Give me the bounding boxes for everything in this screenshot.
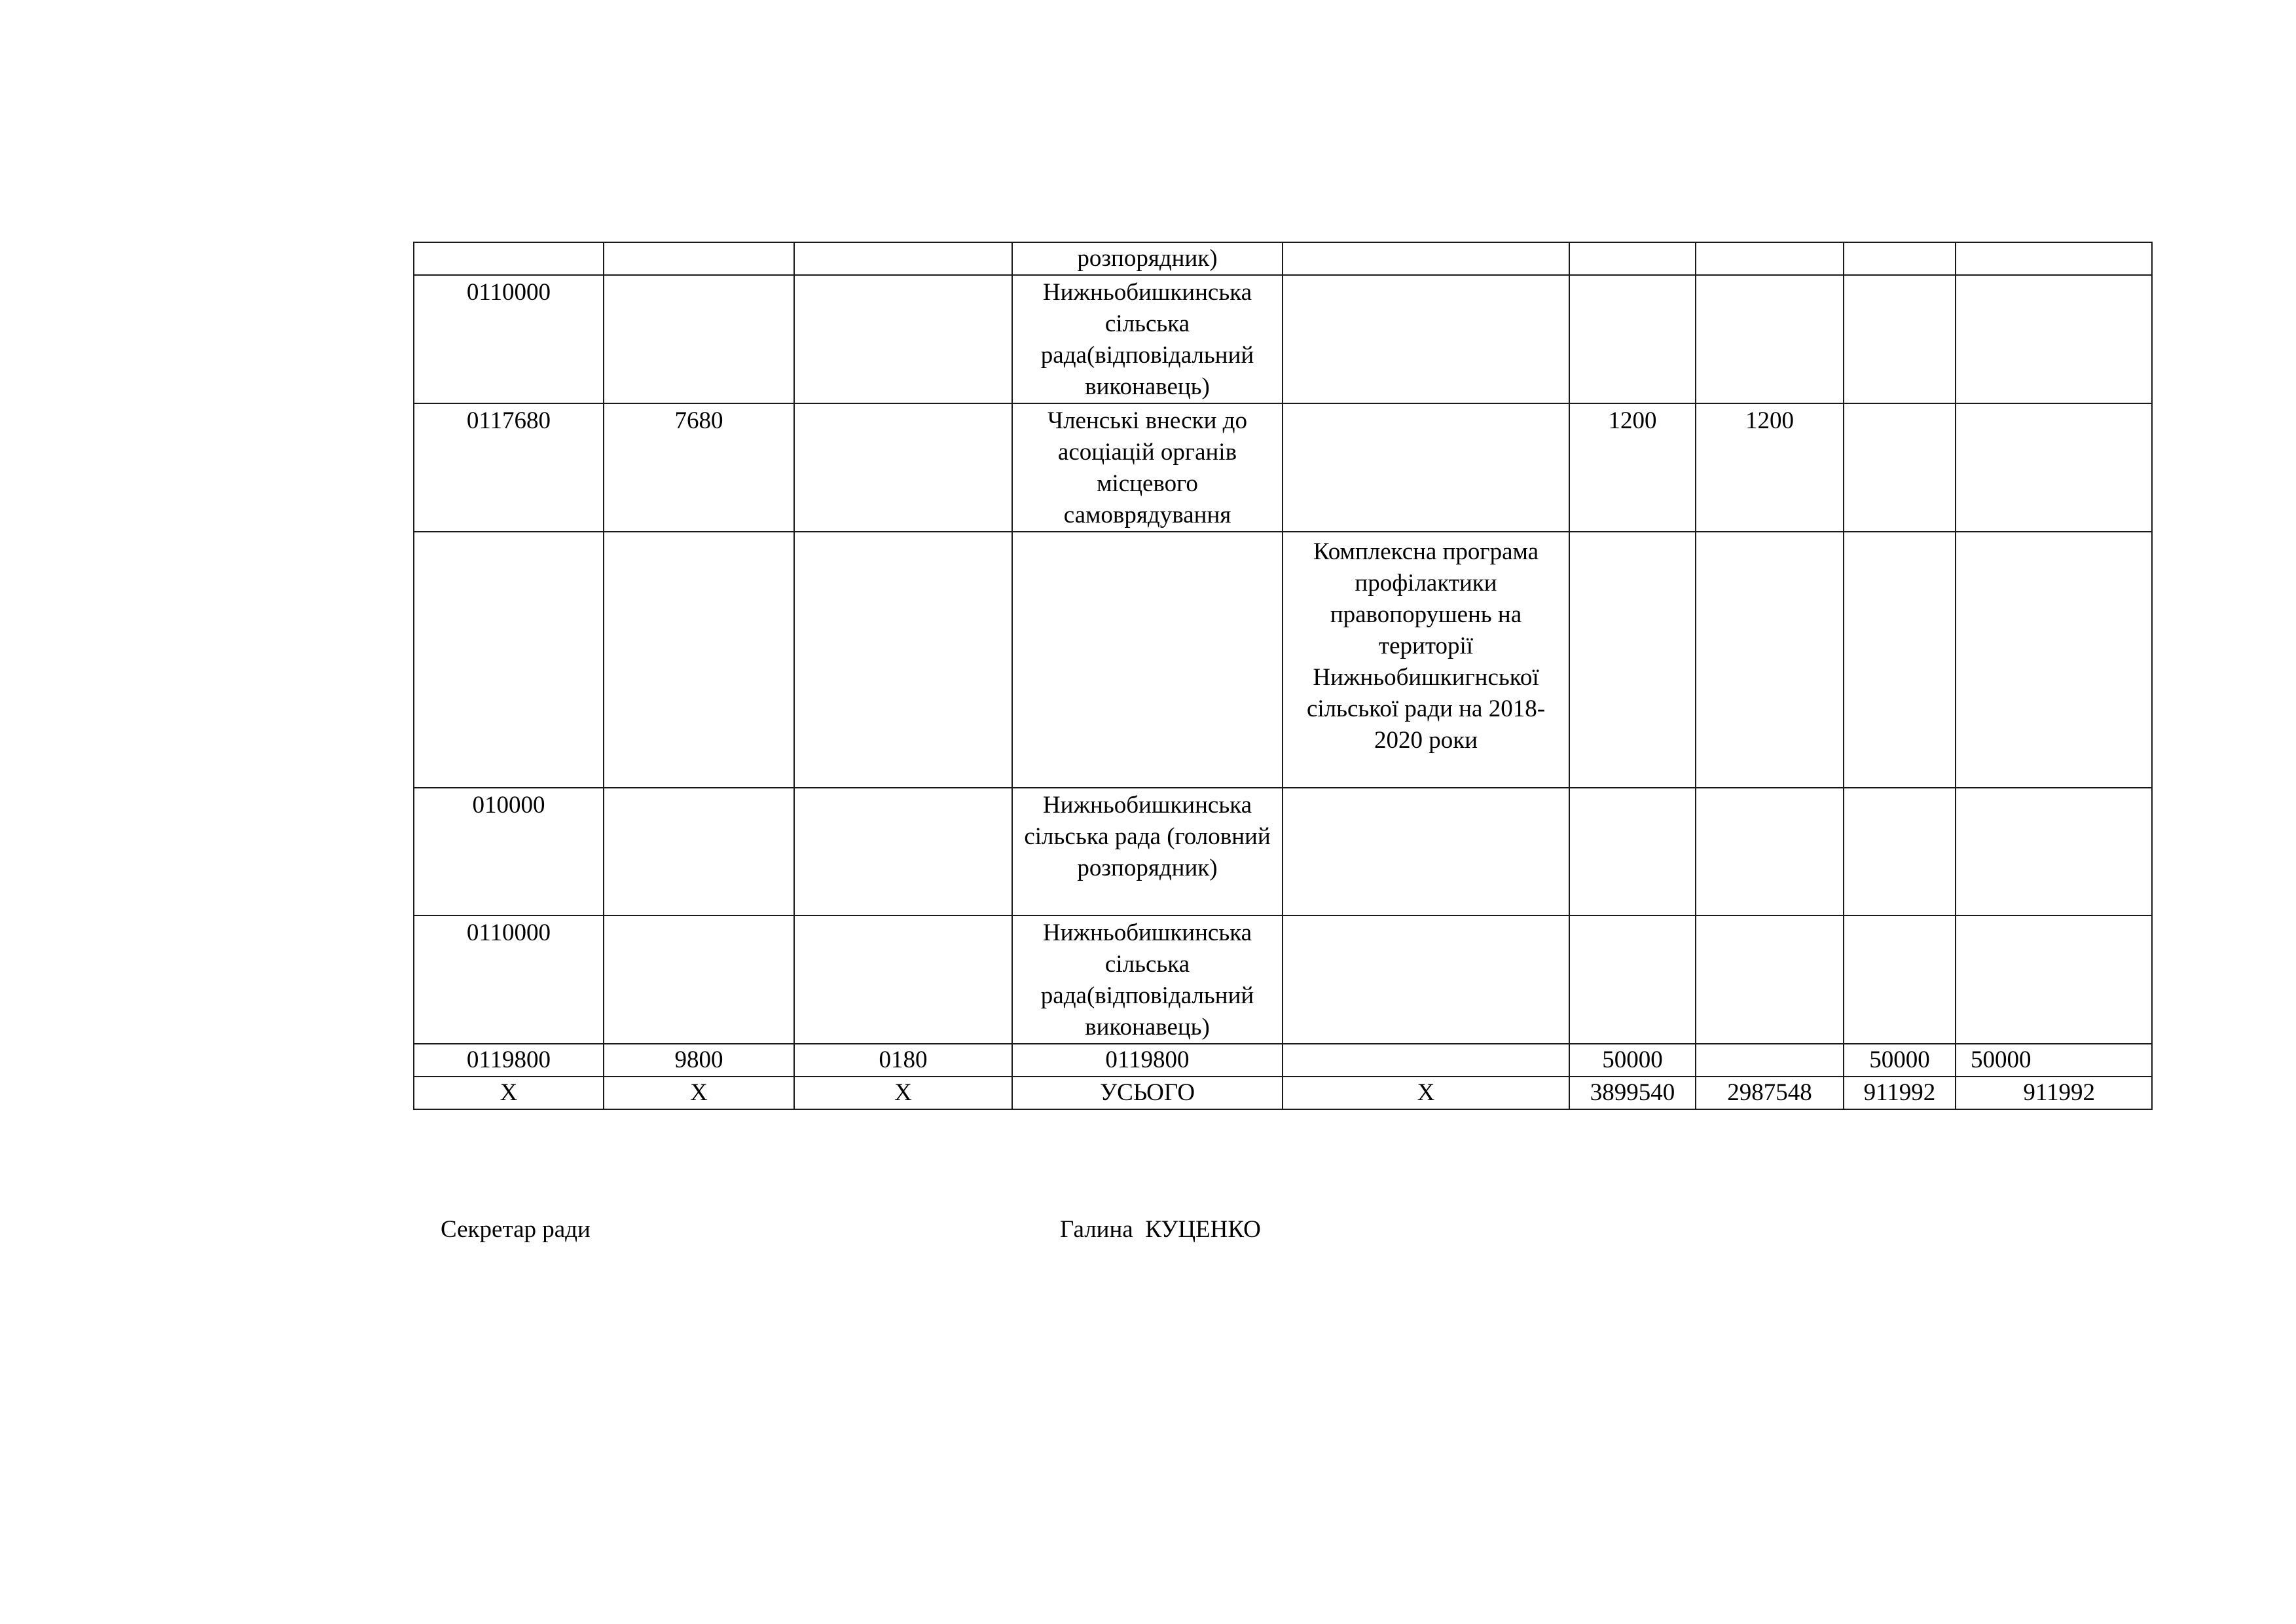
table-cell <box>1283 275 1569 403</box>
table-cell: 50000 <box>1844 1044 1956 1077</box>
table-cell <box>794 532 1012 788</box>
table-cell: Х <box>414 1077 604 1109</box>
table-cell: Х <box>604 1077 794 1109</box>
table-cell: 911992 <box>1956 1077 2152 1109</box>
table-cell <box>604 532 794 788</box>
table-cell <box>1696 915 1844 1044</box>
signature-role: Секретар ради <box>441 1216 591 1243</box>
table-cell: 9800 <box>604 1044 794 1077</box>
table-row <box>414 242 2152 275</box>
table-cell: Нижньобишкинська сільська рада (головний розпорядник) <box>1012 788 1283 915</box>
table-cell <box>1696 788 1844 915</box>
table-row <box>414 788 2152 915</box>
table-cell <box>1956 242 2152 275</box>
table-cell <box>1956 403 2152 532</box>
table-cell: 0119800 <box>414 1044 604 1077</box>
table-row <box>414 403 2152 532</box>
table-row <box>414 1044 2152 1077</box>
table-cell: 0119800 <box>1012 1044 1283 1077</box>
table-cell: 0180 <box>794 1044 1012 1077</box>
table-cell <box>604 275 794 403</box>
table-cell <box>1283 915 1569 1044</box>
table-cell <box>1569 242 1696 275</box>
table-cell <box>1844 275 1956 403</box>
table-cell <box>1283 403 1569 532</box>
table-cell <box>1844 915 1956 1044</box>
table-cell: Х <box>794 1077 1012 1109</box>
signature-name: Галина КУЦЕНКО <box>1060 1216 1261 1243</box>
table-cell <box>604 915 794 1044</box>
table-cell <box>1569 915 1696 1044</box>
table-cell: 3899540 <box>1569 1077 1696 1109</box>
table-cell: 1200 <box>1569 403 1696 532</box>
table-cell: Членські внески до асоціацій органів місцевого самоврядування <box>1012 403 1283 532</box>
table-cell: Х <box>1283 1077 1569 1109</box>
table-cell: 1200 <box>1696 403 1844 532</box>
table-cell: 911992 <box>1844 1077 1956 1109</box>
table-cell <box>1012 532 1283 788</box>
table-cell <box>1956 788 2152 915</box>
table-cell <box>794 915 1012 1044</box>
table-cell <box>1956 275 2152 403</box>
table-cell <box>1956 915 2152 1044</box>
table-cell <box>1283 1044 1569 1077</box>
table-cell <box>604 242 794 275</box>
table-cell: розпорядник) <box>1012 242 1283 275</box>
table-cell <box>1569 275 1696 403</box>
table-cell <box>1569 788 1696 915</box>
table-cell: Нижньобишкинська сільська рада(відповідальний виконавець) <box>1012 915 1283 1044</box>
table-cell <box>1696 275 1844 403</box>
table-cell <box>414 532 604 788</box>
table-cell <box>794 275 1012 403</box>
table-cell <box>794 403 1012 532</box>
table-cell <box>1844 532 1956 788</box>
table-cell: 50000 <box>1956 1044 2152 1077</box>
table-cell: 010000 <box>414 788 604 915</box>
table-cell: Комплексна програма профілактики правопорушень на території Нижньобишкигнської сільської ради на 2018-2020 роки <box>1283 532 1569 788</box>
table-cell: 2987548 <box>1696 1077 1844 1109</box>
table-cell: УСЬОГО <box>1012 1077 1283 1109</box>
table-cell: 0110000 <box>414 915 604 1044</box>
table-cell <box>1696 532 1844 788</box>
table-cell <box>794 788 1012 915</box>
total-row <box>414 1077 2152 1109</box>
table-cell: 0117680 <box>414 403 604 532</box>
table-cell <box>1844 242 1956 275</box>
table-cell <box>1696 242 1844 275</box>
table-cell <box>604 788 794 915</box>
table-cell <box>1956 532 2152 788</box>
table-cell <box>1696 1044 1844 1077</box>
table-cell <box>1844 403 1956 532</box>
budget-table <box>413 242 2153 1110</box>
table-cell: 50000 <box>1569 1044 1696 1077</box>
table-cell <box>1569 532 1696 788</box>
table-row <box>414 275 2152 403</box>
table-cell: 0110000 <box>414 275 604 403</box>
table-cell <box>794 242 1012 275</box>
table-cell <box>1283 242 1569 275</box>
table-cell: 7680 <box>604 403 794 532</box>
table-cell: Нижньобишкинська сільська рада(відповідальний виконавець) <box>1012 275 1283 403</box>
table-row <box>414 532 2152 788</box>
table-cell <box>1283 788 1569 915</box>
table-cell <box>1844 788 1956 915</box>
table-row <box>414 915 2152 1044</box>
table-cell <box>414 242 604 275</box>
